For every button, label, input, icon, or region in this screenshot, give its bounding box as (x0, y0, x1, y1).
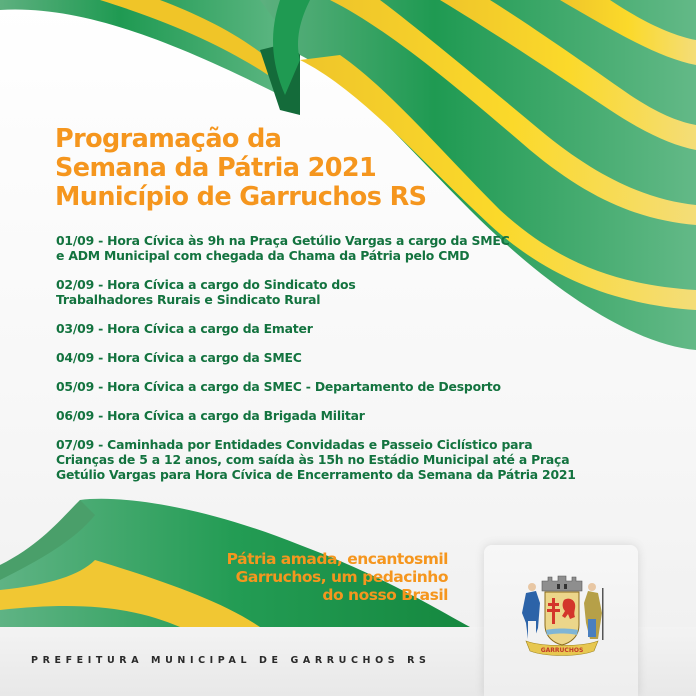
municipal-coat-of-arms-icon (512, 573, 612, 658)
title-line-1: Programação da (55, 124, 282, 154)
schedule-line: 03/09 - Hora Cívica a cargo da Emater (56, 321, 313, 336)
schedule-line: 05/09 - Hora Cívica a cargo da SMEC - Departamento de Desporto (56, 379, 501, 394)
schedule-line: 02/09 - Hora Cívica a cargo do Sindicato dos (56, 277, 356, 292)
schedule-item (56, 277, 576, 307)
title-line-2: Semana da Pátria 2021 (55, 153, 377, 183)
schedule-item (56, 379, 576, 394)
slogan-line-2: Garruchos, um pedacinho (235, 568, 448, 586)
title-line-3: Município de Garruchos RS (55, 182, 427, 212)
schedule-line: Trabalhadores Rurais e Sindicato Rural (56, 292, 321, 307)
footer-text: PREFEITURA MUNICIPAL DE GARRUCHOS RS (31, 655, 431, 666)
schedule-item (56, 437, 576, 482)
slogan-line-1: Pátria amada, encantosmil (226, 550, 448, 568)
schedule-item (56, 321, 576, 336)
schedule-line: 07/09 - Caminhada por Entidades Convidadas e Passeio Ciclístico para (56, 437, 533, 452)
schedule-item (56, 408, 576, 423)
schedule-item (56, 350, 576, 365)
schedule-line: Getúlio Vargas para Hora Cívica de Encerramento da Semana da Pátria 2021 (56, 467, 576, 482)
schedule-line: 01/09 - Hora Cívica às 9h na Praça Getúlio Vargas a cargo da SMEC (56, 233, 510, 248)
schedule-line: 04/09 - Hora Cívica a cargo da SMEC (56, 350, 302, 365)
slogan (227, 550, 448, 604)
slogan-line-3: do nosso Brasil (322, 586, 448, 604)
schedule-list (56, 233, 576, 496)
schedule-line: 06/09 - Hora Cívica a cargo da Brigada Militar (56, 408, 365, 423)
schedule-item (56, 233, 576, 263)
page-title (55, 125, 426, 212)
schedule-line: Crianças de 5 a 12 anos, com saída às 15h no Estádio Municipal até a Praça (56, 452, 570, 467)
crest-label: GARRUCHOS (540, 647, 584, 654)
schedule-line: e ADM Municipal com chegada da Chama da Pátria pelo CMD (56, 248, 470, 263)
